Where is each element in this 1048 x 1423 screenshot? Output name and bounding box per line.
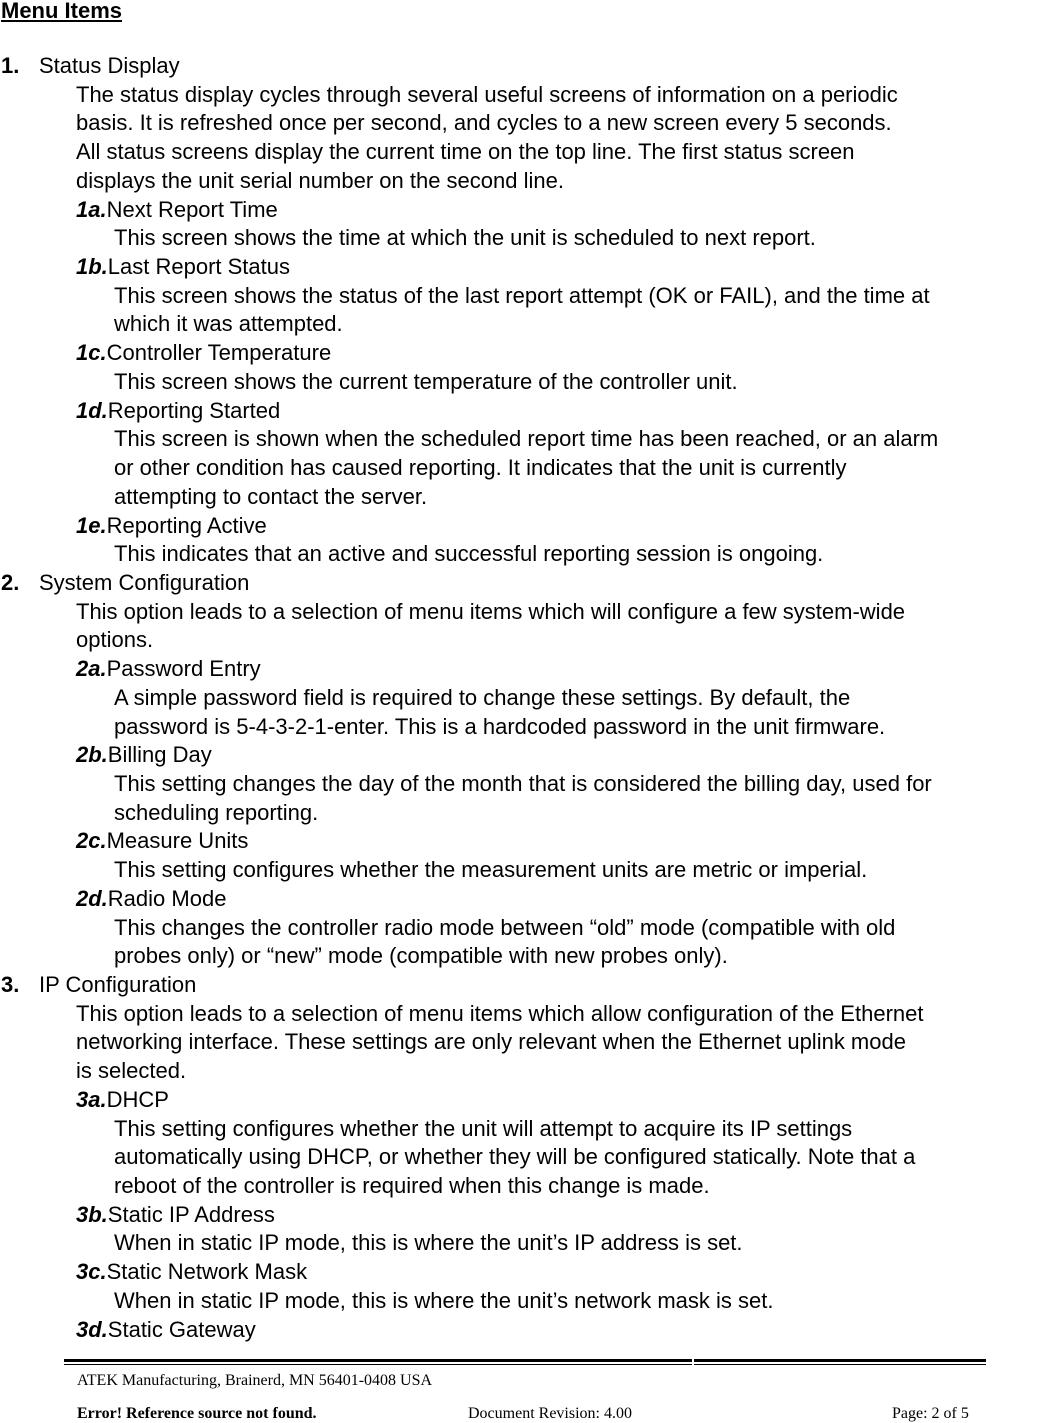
menu-item-description-line: attempting to contact the server. xyxy=(114,483,428,509)
menu-item-id: 2d. xyxy=(76,885,108,911)
menu-item-title-text: Static IP Address xyxy=(107,1201,275,1227)
menu-item-description-line: A simple password field is required to change these settings. By default, the xyxy=(114,684,851,710)
menu-item-title-text: Password Entry xyxy=(106,656,261,682)
section-description-line: This option leads to a selection of menu items which allow configuration of the Ethernet xyxy=(76,1000,924,1026)
section-description-line: networking interface. These settings are only relevant when the Ethernet uplink mode xyxy=(76,1029,906,1055)
menu-item-title-text: Measure Units xyxy=(106,828,249,854)
menu-item-title xyxy=(0,1086,1048,1115)
section-description-line: displays the unit serial number on the second line. xyxy=(76,167,564,193)
menu-item-title xyxy=(0,827,1048,856)
section-description-line: The status display cycles through several useful screens of information on a periodic xyxy=(76,81,898,107)
menu-item-id: 1b. xyxy=(76,254,108,280)
menu-item-id: 1c. xyxy=(76,340,107,366)
menu-item-id: 3a. xyxy=(76,1086,107,1112)
menu-item-title-text: Reporting Active xyxy=(106,512,267,538)
menu-item-title-text: Static Gateway xyxy=(107,1316,256,1342)
menu-item-title xyxy=(0,655,1048,684)
menu-item-title-text: Reporting Started xyxy=(107,397,281,423)
menu-item-description-line: reboot of the controller is required when this change is made. xyxy=(114,1173,710,1199)
menu-item-id: 1e. xyxy=(76,512,107,538)
footer-revision: Document Revision: 4.00 xyxy=(468,1405,632,1422)
menu-item-id: 1d. xyxy=(76,397,108,423)
menu-item-title-text: Controller Temperature xyxy=(106,340,332,366)
menu-item-description-line: password is 5-4-3-2-1-enter. This is a hardcoded password in the unit firmware. xyxy=(114,713,886,739)
section-title xyxy=(0,52,1048,81)
document-body xyxy=(0,52,1048,1344)
section-number: 3. xyxy=(1,972,20,997)
footer-reference-error: Error! Reference source not found. xyxy=(77,1405,317,1422)
section-description-line: basis. It is refreshed once per second, and cycles to a new screen every 5 seconds. xyxy=(76,110,892,136)
menu-item-description-line: automatically using DHCP, or whether they will be configured statically. Note that a xyxy=(114,1144,916,1170)
footer-rule xyxy=(64,1359,986,1362)
section-number: 1. xyxy=(1,53,20,78)
section-title-text: Status Display xyxy=(39,53,180,78)
menu-item-title xyxy=(0,1316,1048,1345)
menu-item-description-line: which it was attempted. xyxy=(114,311,343,337)
menu-item-title xyxy=(0,253,1048,282)
menu-item-description-line: This setting configures whether the measurement units are metric or imperial. xyxy=(114,857,868,883)
footer-page-number: Page: 2 of 5 xyxy=(892,1405,969,1422)
menu-item-title-text: Billing Day xyxy=(107,742,212,768)
section-number: 2. xyxy=(1,569,20,595)
menu-item-id: 1a. xyxy=(76,196,107,222)
menu-item-id: 3c. xyxy=(76,1259,107,1285)
footer-rule-gap xyxy=(692,1358,694,1366)
section-title xyxy=(0,971,1048,1000)
menu-item-id: 2a. xyxy=(76,656,107,682)
menu-item-description-line: or other condition has caused reporting. It indicates that the unit is currently xyxy=(114,455,847,481)
section-description-line: is selected. xyxy=(76,1058,187,1084)
menu-item-title xyxy=(0,885,1048,914)
menu-item-description-line: When in static IP mode, this is where the unit’s network mask is set. xyxy=(114,1287,774,1313)
section-description-line: options. xyxy=(76,627,154,653)
menu-item-description-line: scheduling reporting. xyxy=(114,799,319,825)
menu-item-title xyxy=(0,1258,1048,1287)
menu-item-title xyxy=(0,512,1048,541)
menu-item-title xyxy=(0,339,1048,368)
section-title-text: IP Configuration xyxy=(39,972,197,997)
section-description-line: This option leads to a selection of menu items which will configure a few system-wide xyxy=(76,598,906,624)
menu-item-id: 2c. xyxy=(76,828,107,854)
menu-item-description-line: probes only) or “new” mode (compatible with new probes only). xyxy=(114,943,728,969)
menu-item-description-line: This screen is shown when the scheduled report time has been reached, or an alarm xyxy=(114,426,939,452)
page-heading: Menu Items xyxy=(1,0,123,23)
menu-item-title-text: Next Report Time xyxy=(106,196,278,222)
menu-item-title xyxy=(0,196,1048,225)
section-description-line: All status screens display the current time on the top line. The first status screen xyxy=(76,139,855,165)
menu-item-description-line: This screen shows the status of the last report attempt (OK or FAIL), and the time at xyxy=(114,282,930,308)
menu-item-id: 2b. xyxy=(76,742,108,768)
menu-item-title-text: Static Network Mask xyxy=(106,1259,308,1285)
menu-item-description-line: This changes the controller radio mode between “old” mode (compatible with old xyxy=(114,914,896,940)
menu-item-title-text: Last Report Status xyxy=(107,254,291,280)
menu-item-description-line: When in static IP mode, this is where the unit’s IP address is set. xyxy=(114,1230,743,1256)
footer-company: ATEK Manufacturing, Brainerd, MN 56401-0408 USA xyxy=(77,1372,433,1389)
menu-item-id: 3b. xyxy=(76,1201,108,1227)
menu-item-description-line: This screen shows the current temperature of the controller unit. xyxy=(114,368,738,394)
menu-item-description-line: This screen shows the time at which the unit is scheduled to next report. xyxy=(114,225,816,251)
section-title xyxy=(0,569,1048,598)
menu-item-title xyxy=(0,397,1048,426)
menu-item-id: 3d. xyxy=(76,1316,108,1342)
menu-item-title xyxy=(0,1201,1048,1230)
footer-rule-thin xyxy=(64,1364,986,1365)
menu-item-description-line: This setting configures whether the unit will attempt to acquire its IP settings xyxy=(114,1115,853,1141)
menu-item-description-line: This setting changes the day of the month that is considered the billing day, used for xyxy=(114,770,932,796)
menu-item-title-text: Radio Mode xyxy=(107,885,227,911)
section-title-text: System Configuration xyxy=(39,569,250,595)
menu-item-description-line: This indicates that an active and successful reporting session is ongoing. xyxy=(114,541,824,567)
menu-item-title-text: DHCP xyxy=(106,1086,169,1112)
menu-item-title xyxy=(0,741,1048,770)
